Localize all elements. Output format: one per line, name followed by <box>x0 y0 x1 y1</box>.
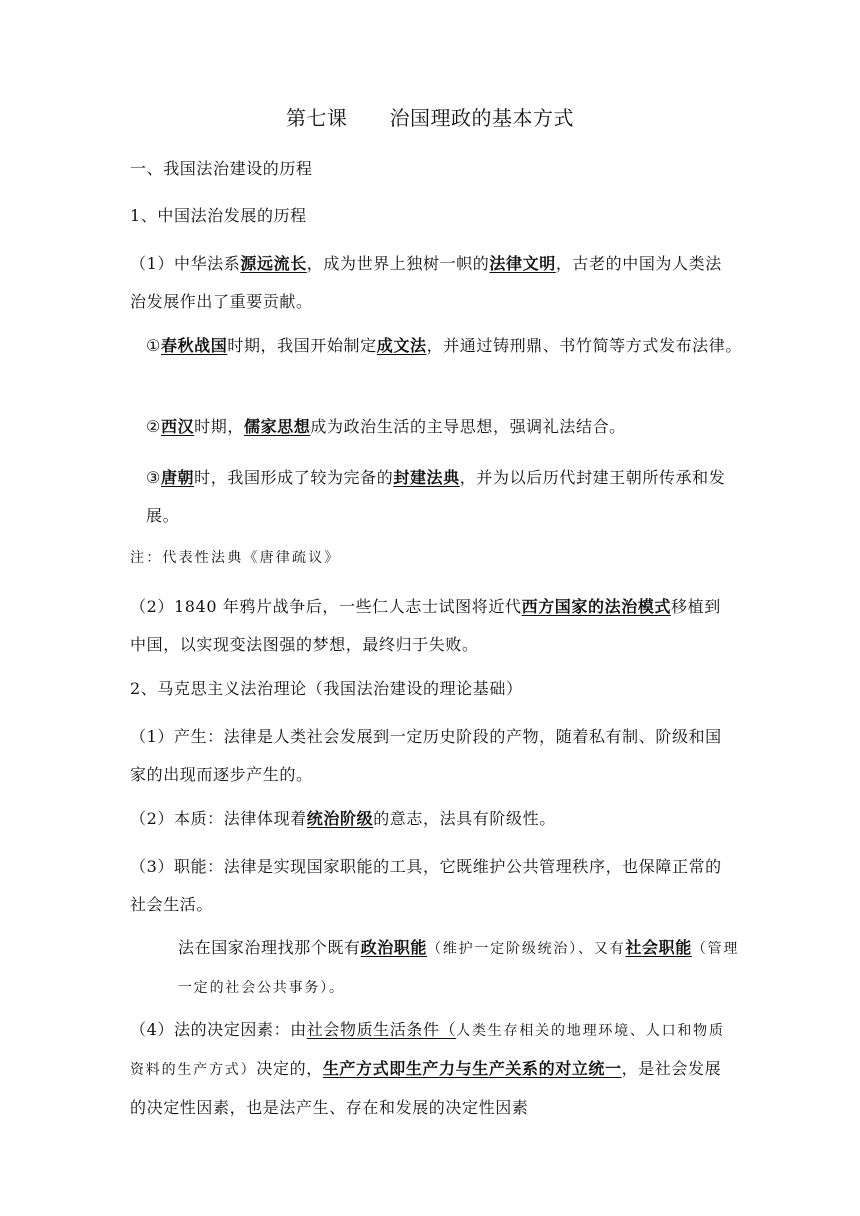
key-term: 春秋战国 <box>160 336 228 355</box>
key-term: 儒家思想 <box>243 417 311 436</box>
paragraph-10: （4）法的决定因素：由社会物质生活条件（人类生存相关的地理环境、人口和物质资料的生产方式）决定的，生产方式即生产力与生产关系的对立统一，是社会发展的决定性因素，也是法产生、存在和发展的决定性因素 <box>130 1020 725 1117</box>
lesson-number: 第七课 <box>286 106 348 130</box>
key-term: 统治阶级 <box>306 809 374 828</box>
paragraph-8: （3）职能：法律是实现国家职能的工具，它既维护公共管理秩序，也保障正常的社会生活。 <box>130 857 722 914</box>
key-term: 源远流长 <box>240 254 307 273</box>
lesson-title <box>0 102 860 131</box>
paragraph-9: 法在国家治理找那个既有政治职能（维护一定阶级统治）、又有社会职能（管理一定的社会公共事务）。 <box>178 938 740 996</box>
key-term: 法律文明 <box>489 254 556 273</box>
key-term: 政治职能 <box>360 938 428 957</box>
lesson-name: 治国理政的基本方式 <box>389 106 574 130</box>
paragraph-1: （1）中华法系源远流长，成为世界上独树一帜的法律文明，古老的中国为人类法治发展作出了重要贡献。 <box>130 254 722 311</box>
key-term: 西汉 <box>160 417 195 436</box>
paragraph-7: （2）本质：法律体现着统治阶级的意志，法具有阶级性。 <box>130 809 556 828</box>
key-term: 社会物质生活条件（ <box>306 1020 457 1039</box>
paragraph-6: （1）产生：法律是人类社会发展到一定历史阶段的产物，随着私有制、阶级和国家的出现而逐步产生的。 <box>130 727 722 784</box>
note: 注：代表性法典《唐律疏议》 <box>130 550 341 566</box>
subheading-1: 1、中国法治发展的历程 <box>130 206 307 225</box>
key-term: 社会职能 <box>625 938 692 957</box>
section-heading-1: 一、我国法治建设的历程 <box>130 159 313 178</box>
key-term: 生产方式即生产力与生产关系的对立统一 <box>322 1059 622 1078</box>
subheading-2: 2、马克思主义法治理论（我国法治建设的理论基础） <box>130 679 523 698</box>
key-term: 封建法典 <box>393 468 460 487</box>
key-term: 西方国家的法治模式 <box>521 597 671 616</box>
paragraph-2: ①春秋战国时期，我国开始制定成文法，并通过铸刑鼎、书竹简等方式发布法律。 <box>146 336 742 355</box>
paragraph-5: （2）1840 年鸦片战争后，一些仁人志士试图将近代西方国家的法治模式移植到中国，以实现变法图强的梦想，最终归于失败。 <box>130 597 721 654</box>
key-term: 成文法 <box>376 336 427 355</box>
key-term: 唐朝 <box>160 468 195 487</box>
paragraph-4: ③唐朝时，我国形成了较为完备的封建法典，并为以后历代封建王朝所传承和发展。 <box>146 468 726 525</box>
paragraph-3: ②西汉时期，儒家思想成为政治生活的主导思想，强调礼法结合。 <box>146 417 626 436</box>
